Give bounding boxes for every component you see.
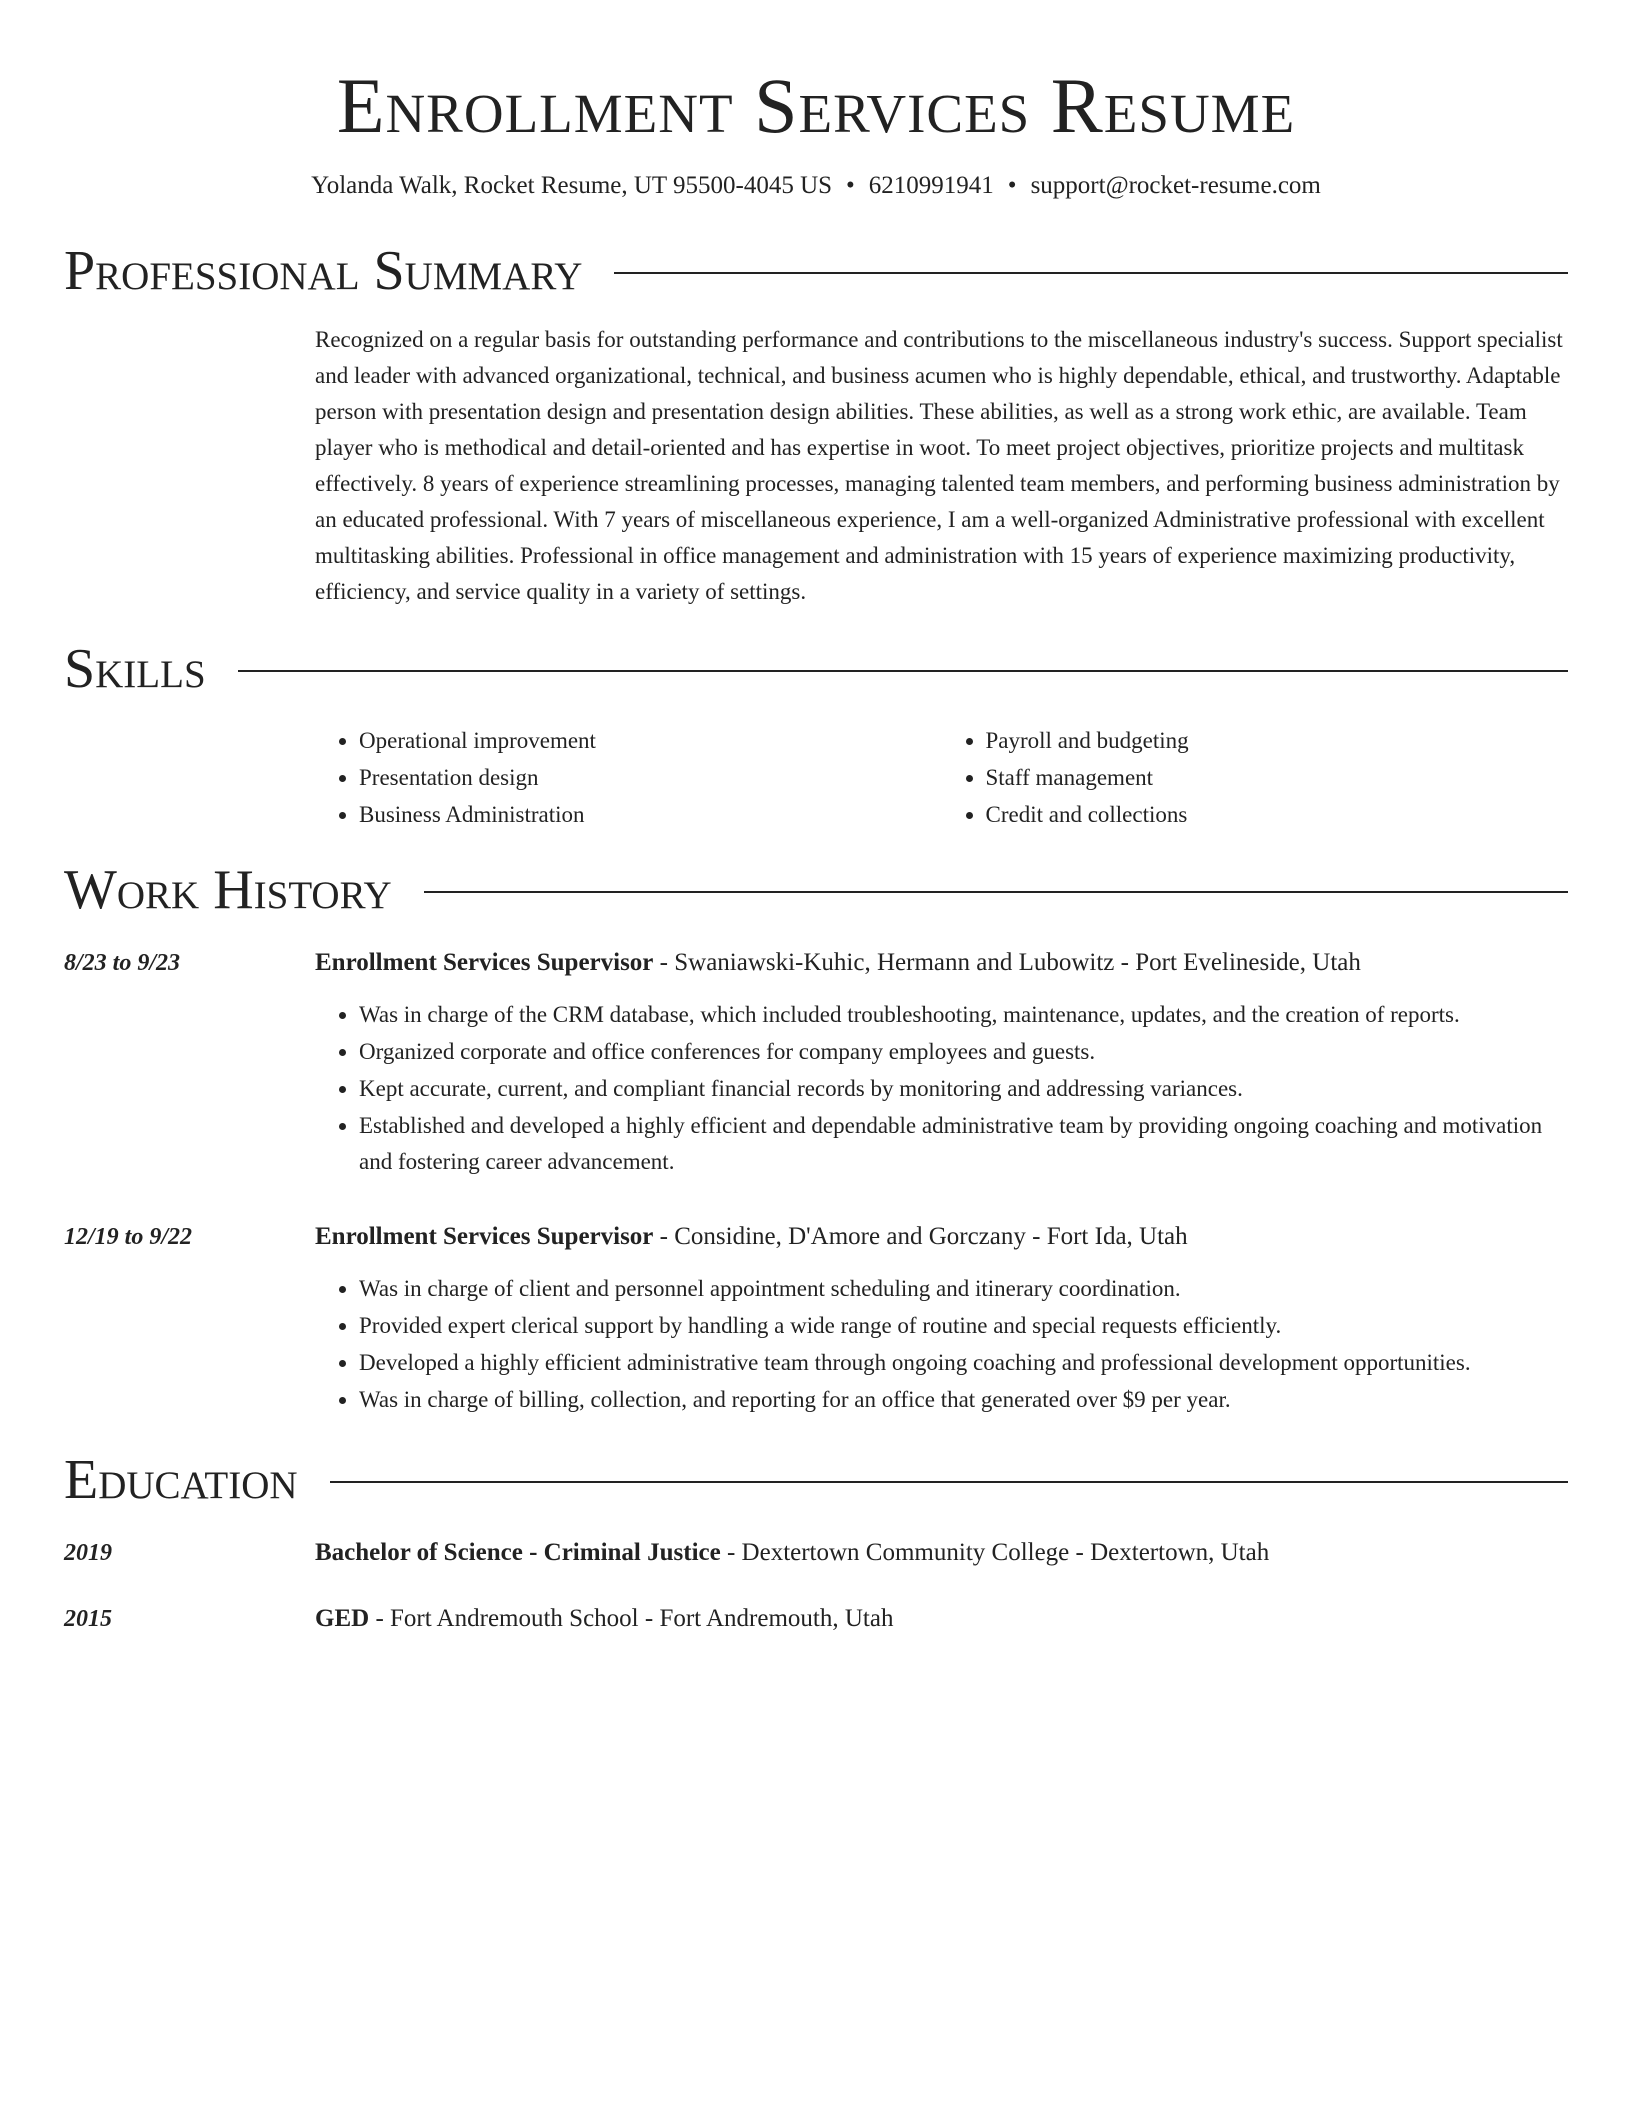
skill-item: • Credit and collections: [986, 796, 1569, 833]
work-section-header: [64, 859, 1568, 921]
work-entry-header: [315, 947, 1568, 979]
contact-separator: •: [846, 172, 855, 199]
contact-email: support@rocket-resume.com: [1030, 172, 1321, 199]
job-bullet: • Established and developed a highly efficient and dependable administrative team by providing ongoing coaching and motivation and fostering career advancement.: [359, 1108, 1568, 1180]
job-bullet: • Was in charge of the CRM database, which included troubleshooting, maintenance, updates, and the creation of reports.: [359, 997, 1568, 1033]
job-employer-location: - Swaniawski-Kuhic, Hermann and Lubowitz - Port Evelineside, Utah: [653, 949, 1361, 976]
skills-heading: Skills: [64, 638, 206, 700]
work-entry-body: [315, 1221, 1568, 1419]
work-entry-header: [315, 1221, 1568, 1253]
work-entry-body: [315, 947, 1568, 1181]
section-divider: [238, 670, 1568, 672]
education-entry-body: [315, 1603, 1568, 1635]
education-section-header: [64, 1449, 1568, 1511]
resume-title: Enrollment Services Resume: [336, 62, 1296, 149]
job-bullets: [315, 997, 1568, 1180]
education-year: 2015: [64, 1606, 112, 1632]
education-heading: Education: [64, 1449, 298, 1511]
skills-list-left: [315, 722, 942, 833]
work-entry: [64, 1221, 1568, 1419]
skill-item: • Presentation design: [359, 759, 942, 796]
contact-separator: •: [1007, 172, 1017, 199]
job-employer-location: - Considine, D'Amore and Gorczany - Fort Ida, Utah: [653, 1223, 1188, 1250]
resume-page: [64, 0, 1568, 1635]
section-divider: [424, 891, 1568, 893]
section-divider: [330, 1481, 1568, 1483]
contact-line: [64, 170, 1568, 202]
education-entry: [64, 1537, 1568, 1569]
job-bullet: • Was in charge of client and personnel appointment scheduling and itinerary coordination.: [359, 1271, 1568, 1307]
job-bullet: • Provided expert clerical support by handling a wide range of routine and special requests efficiently.: [359, 1308, 1568, 1344]
job-title: Enrollment Services Supervisor: [315, 1223, 654, 1250]
degree-title: GED: [315, 1605, 370, 1632]
education-entry: [64, 1603, 1568, 1635]
contact-phone: 6210991941: [868, 172, 994, 199]
job-bullets: [315, 1271, 1568, 1418]
education-entry-body: [315, 1537, 1568, 1569]
section-divider: [614, 272, 1568, 274]
summary-section-header: [64, 240, 1568, 302]
summary-heading: Professional Summary: [64, 240, 583, 302]
skills-section-header: [64, 638, 1568, 700]
job-bullet: • Kept accurate, current, and compliant financial records by monitoring and addressing variances.: [359, 1071, 1568, 1107]
skill-item: • Staff management: [986, 759, 1569, 796]
degree-title: Bachelor of Science - Criminal Justice: [315, 1539, 721, 1566]
skill-item: • Payroll and budgeting: [986, 722, 1569, 759]
skill-item: • Operational improvement: [359, 722, 942, 759]
education-year: 2019: [64, 1540, 112, 1566]
job-bullet: • Was in charge of billing, collection, and reporting for an office that generated over $9 per year.: [359, 1382, 1568, 1418]
work-dates: 12/19 to 9/22: [64, 1224, 193, 1250]
work-heading: Work History: [64, 859, 392, 921]
skills-grid: [315, 722, 1568, 833]
summary-text: Recognized on a regular basis for outstanding performance and contributions to the miscellaneous industry's success. Support specialist and leader with advanced organizational, technical, and business acumen who is highly dependable, ethical, and trustworthy. Adaptable person with presentation design and presentation design abilities. These abilities, as well as a strong work ethic, are available. Team player who is methodical and detail-oriented and has expertise in woot. To meet project objectives, prioritize projects and multitask effectively. 8 years of experience streamlining processes, managing talented team members, and performing business administration by an educated professional. With 7 years of miscellaneous experience, I am a well-organized Administrative professional with excellent multitasking abilities. Professional in office management and administration with 15 years of experience maximizing productivity, efficiency, and service quality in a variety of settings.: [315, 327, 1563, 604]
contact-address: Yolanda Walk, Rocket Resume, UT 95500-4045 US: [311, 172, 833, 199]
job-title: Enrollment Services Supervisor: [315, 949, 654, 976]
job-bullet: • Organized corporate and office conferences for company employees and guests.: [359, 1034, 1568, 1070]
school-location: - Dextertown Community College - Dextertown, Utah: [720, 1539, 1270, 1566]
work-entry: [64, 947, 1568, 1181]
job-bullet: • Developed a highly efficient administrative team through ongoing coaching and professional development opportunities.: [359, 1345, 1568, 1381]
skills-list-right: [942, 722, 1569, 833]
school-location: - Fort Andremouth School - Fort Andremouth, Utah: [369, 1605, 894, 1632]
work-dates: 8/23 to 9/23: [64, 950, 181, 976]
skill-item: • Business Administration: [359, 796, 942, 833]
